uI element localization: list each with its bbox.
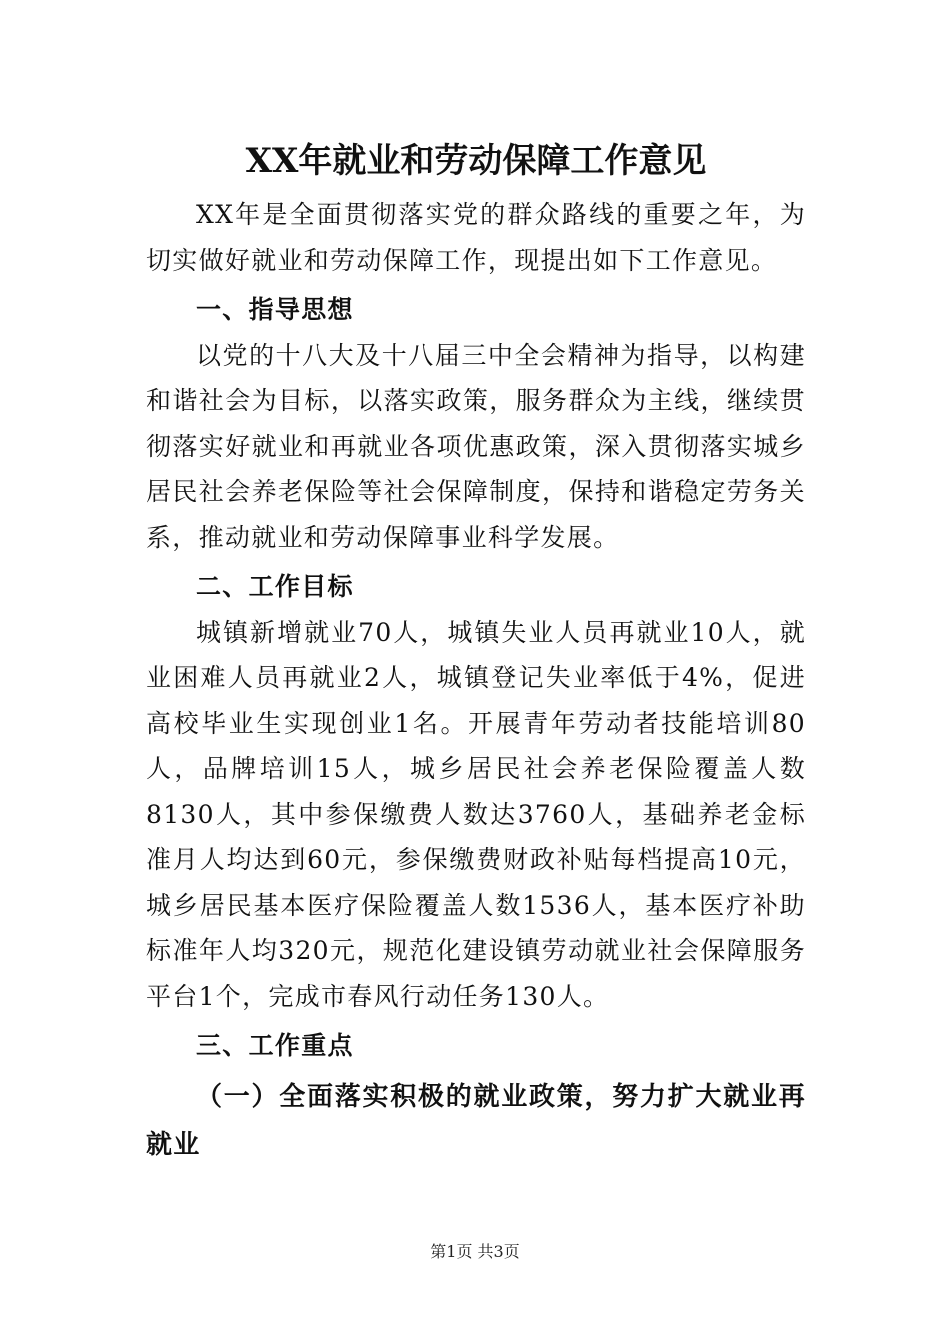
section-body-work-goals: 城镇新增就业70人，城镇失业人员再就业10人，就业困难人员再就业2人，城镇登记失业率低于4%，促进高校毕业生实现创业1名。开展青年劳动者技能培训80人，品牌培训15人，城乡居民社会养老保险覆盖人数8130人，其中参保缴费人数达3760人，基础养老金标准月人均达到60元，参保缴费财政补贴每档提高10元，城乡居民基本医疗保险覆盖人数1536人，基本医疗补助标准年人均320元，规范化建设镇劳动就业社会保障服务平台1个，完成市春风行动任务130人。 [146, 617, 806, 1011]
section-heading-guiding-ideology: 一、指导思想 [196, 295, 354, 324]
section-heading-work-goals: 二、工作目标 [196, 572, 354, 601]
document-title: XX年就业和劳动保障工作意见 [245, 141, 707, 181]
intro-paragraph: XX年是全面贯彻落实党的群众路线的重要之年，为切实做好就业和劳动保障工作，现提出如下工作意见。 [146, 200, 806, 275]
document-content [146, 130, 806, 1169]
section-heading-work-focus: 三、工作重点 [196, 1031, 354, 1060]
page-number-footer: 第1页 共3页 [430, 1242, 520, 1261]
subsection-heading-employment-policy: （一）全面落实积极的就业政策，努力扩大就业再就业 [146, 1081, 806, 1160]
section-body-guiding-ideology: 以党的十八大及十八届三中全会精神为指导，以构建和谐社会为目标，以落实政策，服务群众为主线，继续贯彻落实好就业和再就业各项优惠政策，深入贯彻落实城乡居民社会养老保险等社会保障制度，保持和谐稳定劳务关系，推动就业和劳动保障事业科学发展。 [146, 340, 806, 552]
